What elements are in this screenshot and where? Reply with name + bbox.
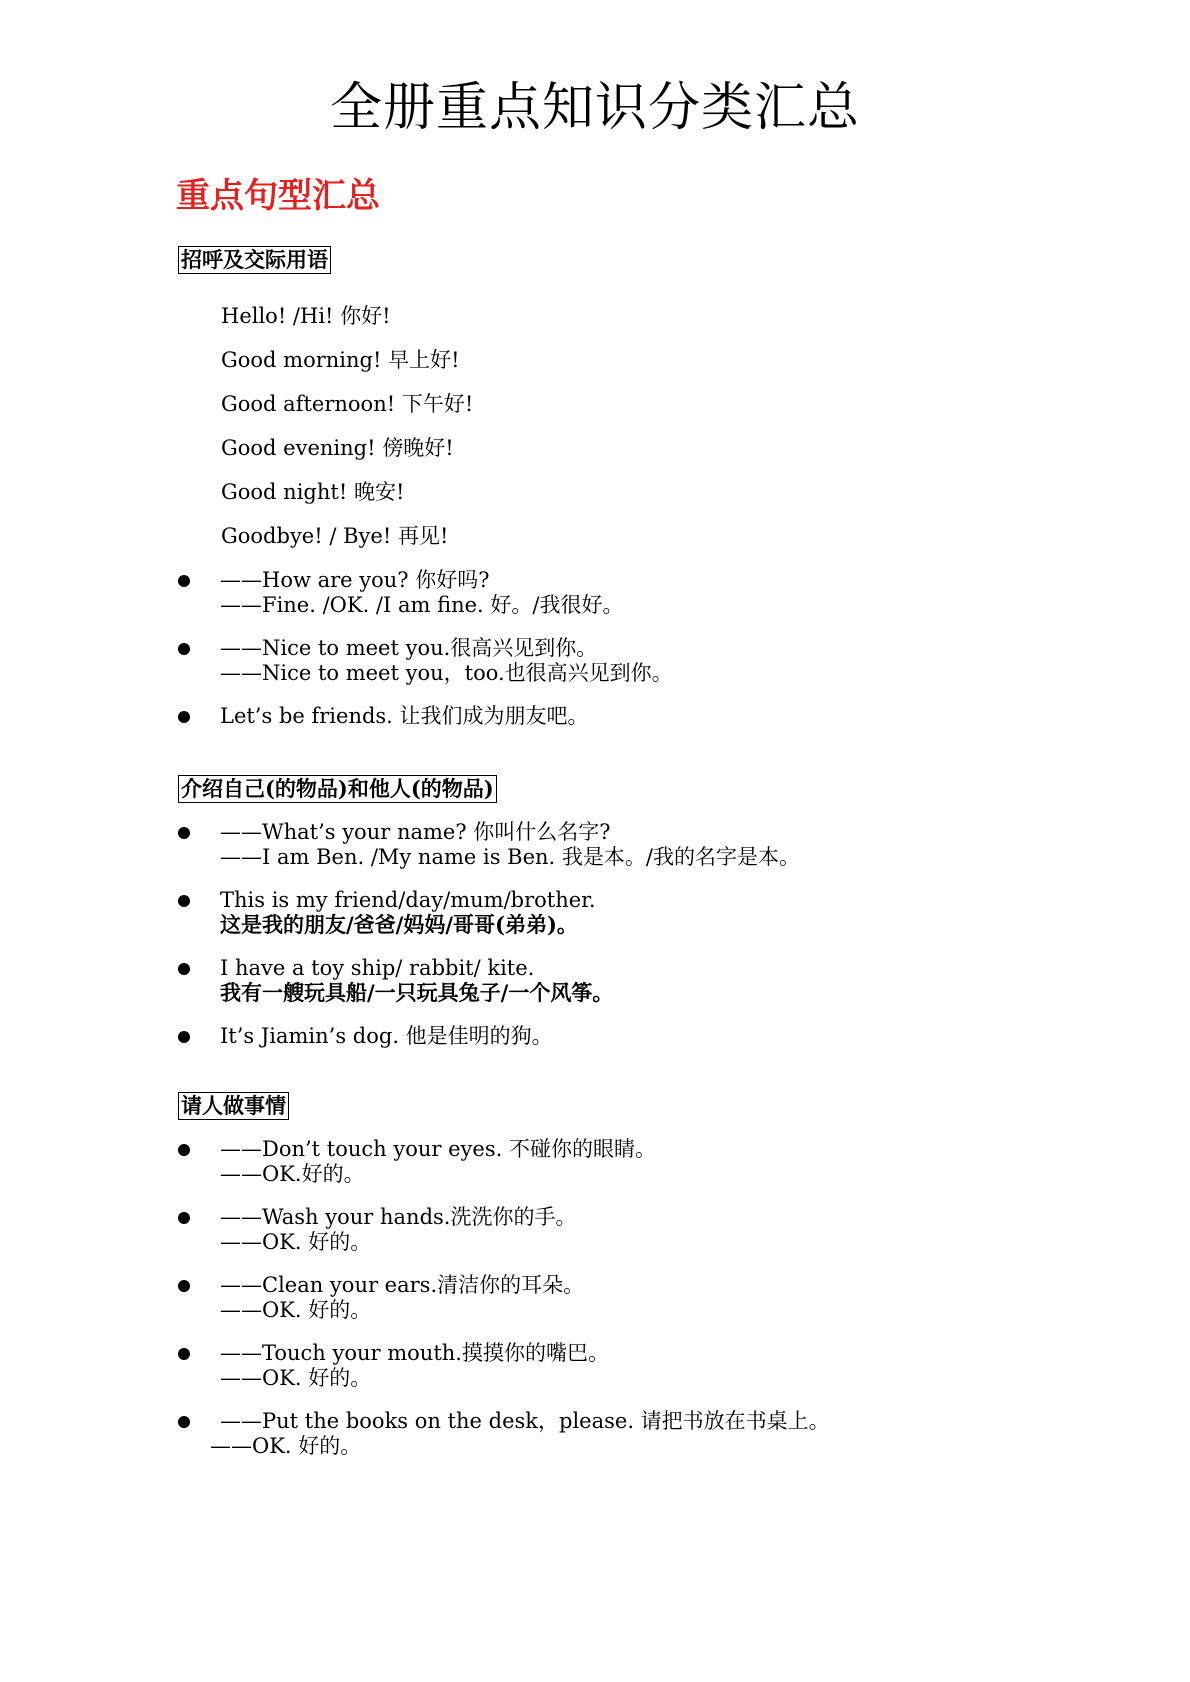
bullet-dot-icon	[178, 827, 190, 839]
dialogue-line: It’s Jiamin’s dog. 他是佳明的狗。	[220, 1024, 553, 1048]
bullet-dot-icon	[178, 963, 190, 975]
greeting-line: Good evening! 傍晚好!	[221, 436, 454, 460]
bullet-dot-icon	[178, 575, 190, 587]
bullet-dot-icon	[178, 1416, 190, 1428]
section-title: 重点句型汇总	[176, 176, 380, 216]
dialogue-line: ——OK. 好的。	[220, 1298, 372, 1322]
bullet-dot-icon	[178, 1280, 190, 1292]
bullet-dot-icon	[178, 1212, 190, 1224]
dialogue-line: ——Don’t touch your eyes. 不碰你的眼睛。	[220, 1137, 656, 1161]
dialogue-line: ——Wash your hands.洗洗你的手。	[220, 1205, 577, 1229]
greeting-line: Goodbye! / Bye! 再见!	[221, 524, 449, 548]
greeting-line: Good night! 晚安!	[221, 480, 405, 504]
bullet-dot-icon	[178, 1144, 190, 1156]
dialogue-line: I have a toy ship/ rabbit/ kite.	[220, 956, 535, 980]
category-heading-introductions: 介绍自己(的物品)和他人(的物品)	[178, 775, 497, 803]
dialogue-line: 这是我的朋友/爸爸/妈妈/哥哥(弟弟)。	[220, 912, 578, 937]
bullet-dot-icon	[178, 643, 190, 655]
dialogue-line: This is my friend/day/mum/brother.	[220, 888, 596, 912]
bullet-dot-icon	[178, 895, 190, 907]
dialogue-line: ——Put the books on the desk，please. 请把书放在书桌上。	[220, 1409, 830, 1433]
dialogue-line: ——Nice to meet you.很高兴见到你。	[220, 636, 598, 660]
dialogue-line: Let’s be friends. 让我们成为朋友吧。	[220, 704, 589, 728]
dialogue-line: ——Clean your ears.清洁你的耳朵。	[220, 1273, 585, 1297]
dialogue-line: 我有一艘玩具船/一只玩具兔子/一个风筝。	[220, 980, 614, 1005]
bullet-dot-icon	[178, 1348, 190, 1360]
dialogue-line: ——What’s your name? 你叫什么名字?	[220, 820, 611, 844]
dialogue-line: ——OK. 好的。	[220, 1230, 372, 1254]
dialogue-line: ——Nice to meet you，too.也很高兴见到你。	[220, 661, 673, 685]
dialogue-line: ——OK.好的。	[220, 1162, 365, 1186]
bullet-dot-icon	[178, 1031, 190, 1043]
greeting-line: Good morning! 早上好!	[221, 348, 460, 372]
dialogue-line: ——OK. 好的。	[210, 1434, 362, 1458]
dialogue-line: ——How are you? 你好吗?	[220, 568, 490, 592]
document-title: 全册重点知识分类汇总	[329, 78, 860, 138]
greeting-line: Hello! /Hi! 你好!	[221, 304, 391, 328]
category-heading-greetings: 招呼及交际用语	[178, 246, 331, 274]
dialogue-line: ——OK. 好的。	[220, 1366, 372, 1390]
greeting-line: Good afternoon! 下午好!	[221, 392, 474, 416]
dialogue-line: ——Touch your mouth.摸摸你的嘴巴。	[220, 1341, 609, 1365]
category-heading-requests: 请人做事情	[178, 1092, 289, 1120]
bullet-dot-icon	[178, 711, 190, 723]
dialogue-line: ——Fine. /OK. /I am fine. 好。/我很好。	[220, 593, 624, 617]
dialogue-line: ——I am Ben. /My name is Ben. 我是本。/我的名字是本。	[220, 845, 800, 869]
